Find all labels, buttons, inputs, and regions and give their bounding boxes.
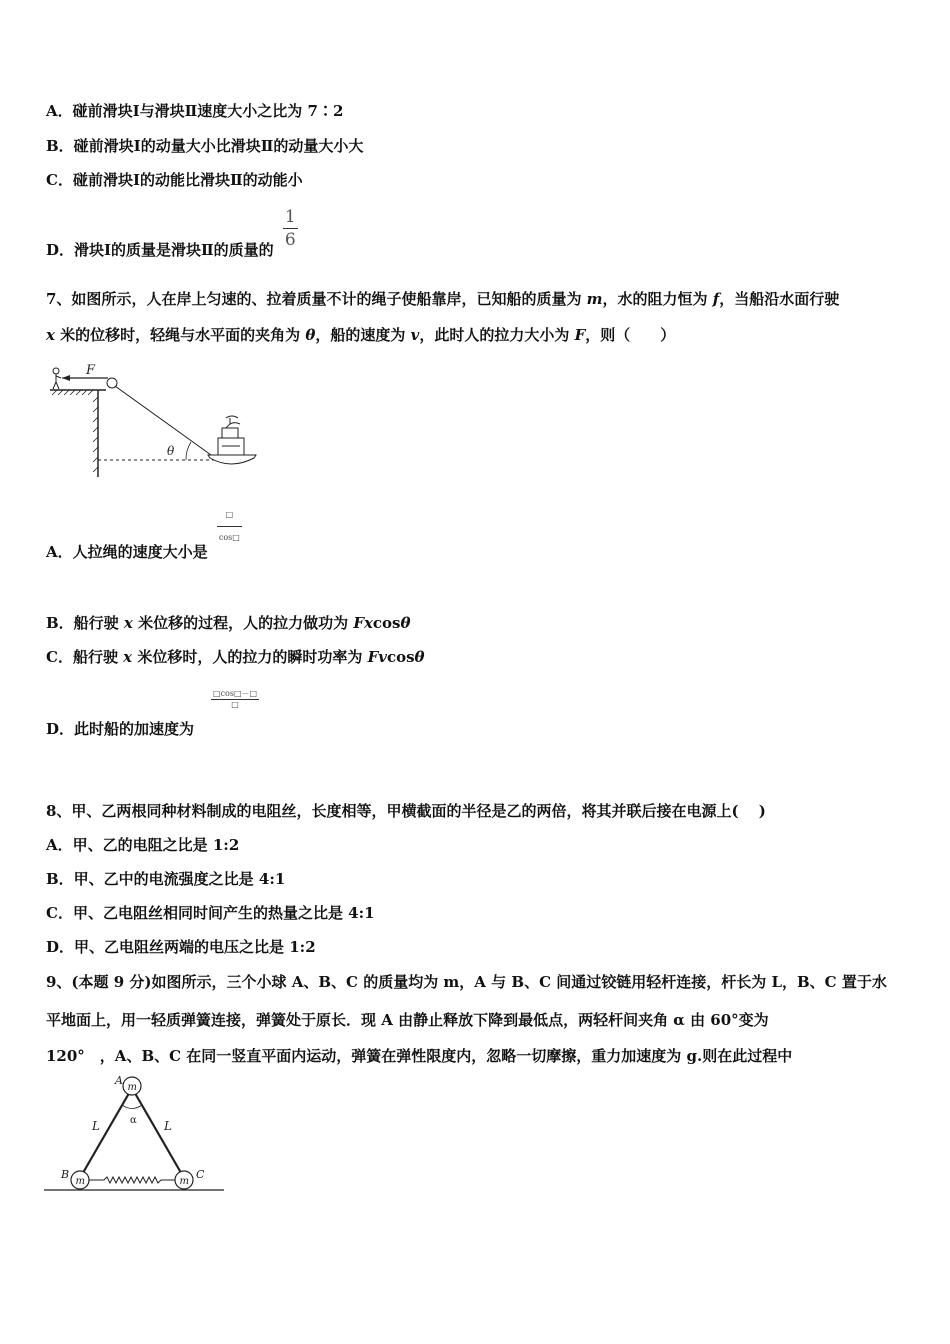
label-a: A — [115, 1074, 123, 1087]
q7-boat-figure — [46, 362, 276, 482]
var-theta: θ — [305, 326, 316, 344]
q8-option-c: C．甲、乙电阻丝相同时间产生的热量之比是 4:1 — [46, 904, 375, 922]
q7-option-d-fraction — [211, 688, 259, 709]
var-v: v — [410, 326, 420, 344]
q7-option-a — [46, 510, 242, 561]
q7-option-c — [46, 646, 425, 668]
q9-triangle-figure — [44, 1072, 229, 1194]
q8-option-d: D．甲、乙电阻丝两端的电压之比是 1:2 — [46, 938, 316, 956]
var-x: x — [46, 326, 55, 344]
q9-stem-line-2: 平地面上，用一轻质弹簧连接，弹簧处于原长．现 A 由静止释放下降到最低点，两轻杆间夹角 α 由 60°变为 — [46, 1011, 769, 1029]
text-segment: ，船的速度为 — [315, 326, 411, 344]
q7-option-d: D．此时船的加速度为 — [46, 720, 195, 738]
q7-stem-line-1 — [46, 288, 839, 310]
q7-option-a-text: A．人拉绳的速度大小是 — [46, 542, 208, 561]
cos-text: cos — [372, 614, 401, 632]
text-segment: ，当船沿水面行驶 — [719, 290, 840, 308]
text-segment: B．船行驶 — [46, 614, 124, 632]
spring — [88, 1177, 176, 1183]
text-segment: 7、如图所示，人在岸上匀速的、拉着质量不计的绳子使船靠岸，已知船的质量为 — [46, 290, 587, 308]
q9-stem-line-3: 120° ，A、B、C 在同一竖直平面内运动，弹簧在弹性限度内，忽略一切摩擦，重力加速度为 g.则在此过程中 — [46, 1047, 793, 1065]
q6-option-d — [46, 207, 298, 259]
q6-option-b: B．碰前滑块Ⅰ的动量大小比滑块Ⅱ的动量大小大 — [46, 137, 364, 155]
q6-option-c: C．碰前滑块Ⅰ的动能比滑块Ⅱ的动能小 — [46, 171, 303, 189]
var-m: m — [586, 290, 603, 308]
rod-label-left: L — [92, 1119, 100, 1133]
cos-text: cos — [386, 648, 415, 666]
fraction-numerator: 1 — [284, 207, 296, 227]
var-Fv: Fv — [367, 648, 387, 666]
text-segment: 米位移的过程，人的拉力做功为 — [132, 614, 354, 632]
q8-stem: 8、甲、乙两根同种材料制成的电阻丝，长度相等，甲横截面的半径是乙的两倍，将其并联后接在电源上( ) — [46, 802, 766, 820]
angle-arc — [186, 442, 191, 460]
fraction-numerator: □ — [225, 510, 234, 519]
angle-label: α — [130, 1115, 137, 1126]
ball-b-mass: m — [75, 1176, 85, 1187]
q7-stem-line-2 — [46, 324, 675, 346]
var-x: x — [123, 648, 133, 666]
text-segment: 米的位移时，轻绳与水平面的夹角为 — [54, 326, 306, 344]
var-Fx: Fx — [353, 614, 373, 632]
q8-option-b: B．甲、乙中的电流强度之比是 4:1 — [46, 870, 286, 888]
var-theta: θ — [400, 614, 411, 632]
label-c: C — [196, 1168, 205, 1181]
angle-label: θ — [167, 444, 175, 458]
q7-option-a-fraction — [217, 504, 242, 549]
rod-label-right: L — [164, 1119, 172, 1133]
q7-option-b — [46, 612, 411, 634]
text-segment: ，则（ ） — [585, 326, 676, 344]
text-segment: ，此时人的拉力大小为 — [419, 326, 575, 344]
ball-a-mass: m — [127, 1082, 137, 1093]
q9-stem-line-1: 9、(本题 9 分)如图所示，三个小球 A、B、C 的质量均为 m，A 与 B、C 间通过铰链用轻杆连接，杆长为 L，B、C 置于水 — [46, 973, 887, 991]
force-label: F — [86, 363, 96, 378]
fraction-numerator: □cos□－□ — [213, 689, 258, 698]
fraction-denominator: □ — [211, 699, 259, 709]
q6-option-d-fraction — [283, 206, 298, 251]
boat — [208, 416, 256, 464]
text-segment: 米位移时，人的拉力的瞬时功率为 — [132, 648, 368, 666]
label-b: B — [61, 1168, 70, 1181]
q6-option-a: A．碰前滑块Ⅰ与滑块Ⅱ速度大小之比为 7∶2 — [46, 102, 344, 120]
rod-ac — [132, 1088, 184, 1178]
angle-arc — [122, 1105, 142, 1109]
q6-option-d-text: D．滑块Ⅰ的质量是滑块Ⅱ的质量的 — [46, 240, 274, 259]
q8-option-a: A．甲、乙的电阻之比是 1:2 — [46, 836, 240, 854]
person-head — [53, 368, 59, 374]
text-segment: ，水的阻力恒为 — [602, 290, 713, 308]
var-x: x — [123, 614, 133, 632]
fraction-denominator: 6 — [284, 230, 296, 250]
ball-c-mass: m — [179, 1176, 189, 1187]
var-F: F — [574, 326, 586, 344]
var-theta: θ — [414, 648, 425, 666]
var-f: f — [712, 290, 720, 308]
fraction-denominator: cos□ — [217, 526, 242, 549]
rod-ab — [80, 1088, 132, 1178]
text-segment: C．船行驶 — [46, 648, 124, 666]
